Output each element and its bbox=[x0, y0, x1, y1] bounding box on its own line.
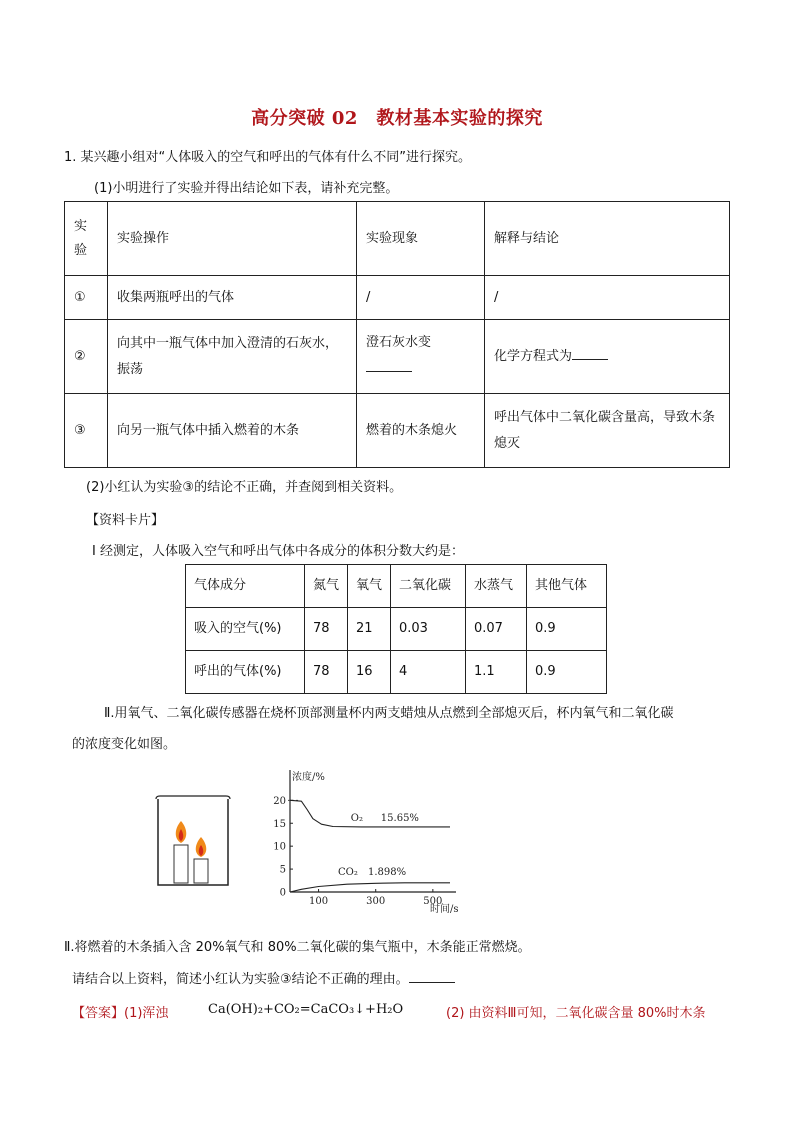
x-tick-label: 100 bbox=[309, 896, 329, 907]
y-tick-label: 5 bbox=[279, 864, 286, 876]
beaker-outline bbox=[158, 799, 228, 885]
series-name: O₂ bbox=[350, 812, 364, 824]
card-title: 【资料卡片】 bbox=[86, 513, 165, 528]
row2-phenomenon bbox=[357, 320, 485, 394]
gas-cell: 0.07 bbox=[466, 608, 527, 651]
row2-conclusion-text: 化学方程式为 bbox=[494, 348, 573, 364]
row2-number: ② bbox=[65, 320, 108, 394]
gas-cell: 78 bbox=[305, 651, 348, 694]
gas-header: 二氧化碳 bbox=[391, 565, 466, 608]
candle-short bbox=[194, 859, 208, 883]
question-stem: 1. 某兴趣小组对“人体吸入的空气和呼出的气体有什么不同”进行探究。 bbox=[64, 150, 472, 165]
row1-operation: 收集两瓶呼出的气体 bbox=[108, 276, 357, 320]
row3-phenomenon: 燃着的木条熄火 bbox=[357, 394, 485, 468]
answer-blank[interactable] bbox=[572, 345, 608, 360]
row2-operation-line1: 向其中一瓶气体中加入澄清的石灰水， bbox=[117, 335, 339, 351]
row3-conclusion-line2: 熄灭 bbox=[494, 435, 521, 451]
header-experiment-line1: 实 bbox=[74, 218, 88, 234]
concentration-chart bbox=[260, 762, 460, 922]
y-tick-label: 0 bbox=[279, 887, 286, 899]
gas-header: 氧气 bbox=[348, 565, 391, 608]
table-row bbox=[65, 320, 730, 394]
row3-conclusion-line1: 呼出气体中二氧化碳含量高，导致木条 bbox=[494, 409, 716, 425]
row1-conclusion: / bbox=[485, 276, 730, 320]
series-name: CO₂ bbox=[338, 866, 358, 878]
table-row bbox=[186, 651, 607, 694]
series-label: 15.65% bbox=[380, 812, 419, 824]
gas-cell: 16 bbox=[348, 651, 391, 694]
experiment-table bbox=[64, 201, 730, 468]
gas-table bbox=[185, 564, 607, 694]
table-row bbox=[186, 565, 607, 608]
page-title: 高分突破 02 教材基本实验的探究 bbox=[251, 108, 543, 129]
answer-blank[interactable] bbox=[366, 357, 412, 372]
answer-part1: (1)浑浊 bbox=[124, 1006, 169, 1021]
row2-conclusion bbox=[485, 320, 730, 394]
answer-line bbox=[72, 1002, 168, 1021]
gas-cell: 1.1 bbox=[466, 651, 527, 694]
gas-header: 气体成分 bbox=[186, 565, 305, 608]
gas-header: 氮气 bbox=[305, 565, 348, 608]
gas-cell: 0.03 bbox=[391, 608, 466, 651]
row2-operation-line2: 振荡 bbox=[117, 361, 144, 377]
question-ask bbox=[72, 968, 455, 987]
series-line-co2 bbox=[290, 883, 450, 892]
series-label: 1.898% bbox=[368, 866, 407, 878]
answer-part2: (2) 由资料Ⅲ可知，二氧化碳含量 80%时木条 bbox=[446, 1006, 706, 1021]
info2-line2: 的浓度变化如图。 bbox=[72, 737, 177, 752]
x-axis-label: 时间/s bbox=[430, 904, 459, 915]
answer-equation: Ca(OH)₂+CO₂=CaCO₃↓+H₂O bbox=[208, 1002, 404, 1017]
gas-cell: 呼出的气体(%) bbox=[186, 651, 305, 694]
info1-text: Ⅰ 经测定，人体吸入空气和呼出气体中各成分的体积分数大约是： bbox=[92, 544, 464, 559]
row2-operation bbox=[108, 320, 357, 394]
gas-cell: 0.9 bbox=[527, 651, 607, 694]
row3-operation: 向另一瓶气体中插入燃着的木条 bbox=[108, 394, 357, 468]
gas-header: 其他气体 bbox=[527, 565, 607, 608]
table-row bbox=[186, 608, 607, 651]
table-row bbox=[65, 394, 730, 468]
y-tick-label: 20 bbox=[273, 795, 286, 807]
answer-blank[interactable] bbox=[409, 968, 455, 983]
question-ask-text: 请结合以上资料，简述小红认为实验③结论不正确的理由。 bbox=[72, 972, 409, 987]
x-tick-label: 300 bbox=[366, 896, 386, 907]
series-line-o2 bbox=[290, 800, 450, 827]
row1-phenomenon: / bbox=[357, 276, 485, 320]
gas-cell: 4 bbox=[391, 651, 466, 694]
header-phenomenon: 实验现象 bbox=[357, 202, 485, 276]
gas-cell: 78 bbox=[305, 608, 348, 651]
info3-text: Ⅱ.将燃着的木条插入含 20%氧气和 80%二氧化碳的集气瓶中，木条能正常燃烧。 bbox=[64, 940, 531, 955]
y-axis-label: 浓度/% bbox=[292, 772, 325, 783]
part2-text: (2)小红认为实验③的结论不正确，并查阅到相关资料。 bbox=[86, 480, 403, 495]
header-experiment-line2: 验 bbox=[74, 242, 88, 258]
candle-tall bbox=[174, 845, 188, 883]
gas-header: 水蒸气 bbox=[466, 565, 527, 608]
gas-cell: 21 bbox=[348, 608, 391, 651]
part1-instruction: (1)小明进行了实验并得出结论如下表，请补充完整。 bbox=[94, 181, 399, 196]
y-tick-label: 10 bbox=[273, 841, 286, 853]
header-operation: 实验操作 bbox=[108, 202, 357, 276]
y-tick-label: 15 bbox=[273, 818, 286, 830]
header-conclusion: 解释与结论 bbox=[485, 202, 730, 276]
gas-cell: 0.9 bbox=[527, 608, 607, 651]
x-tick-label: 500 bbox=[423, 896, 443, 907]
info2-line1: Ⅱ.用氧气、二氧化碳传感器在烧杯顶部测量杯内两支蜡烛从点燃到全部熄灭后，杯内氧气和二氧化碳 bbox=[104, 706, 674, 721]
row3-conclusion bbox=[485, 394, 730, 468]
candle-beaker-illustration bbox=[150, 795, 236, 890]
header-experiment bbox=[65, 202, 108, 276]
answer-tag: 【答案】 bbox=[72, 1006, 125, 1021]
table-row bbox=[65, 276, 730, 320]
row3-number: ③ bbox=[65, 394, 108, 468]
gas-cell: 吸入的空气(%) bbox=[186, 608, 305, 651]
table-row bbox=[65, 202, 730, 276]
row1-number: ① bbox=[65, 276, 108, 320]
row2-phenomenon-text: 澄石灰水变 bbox=[366, 334, 432, 350]
